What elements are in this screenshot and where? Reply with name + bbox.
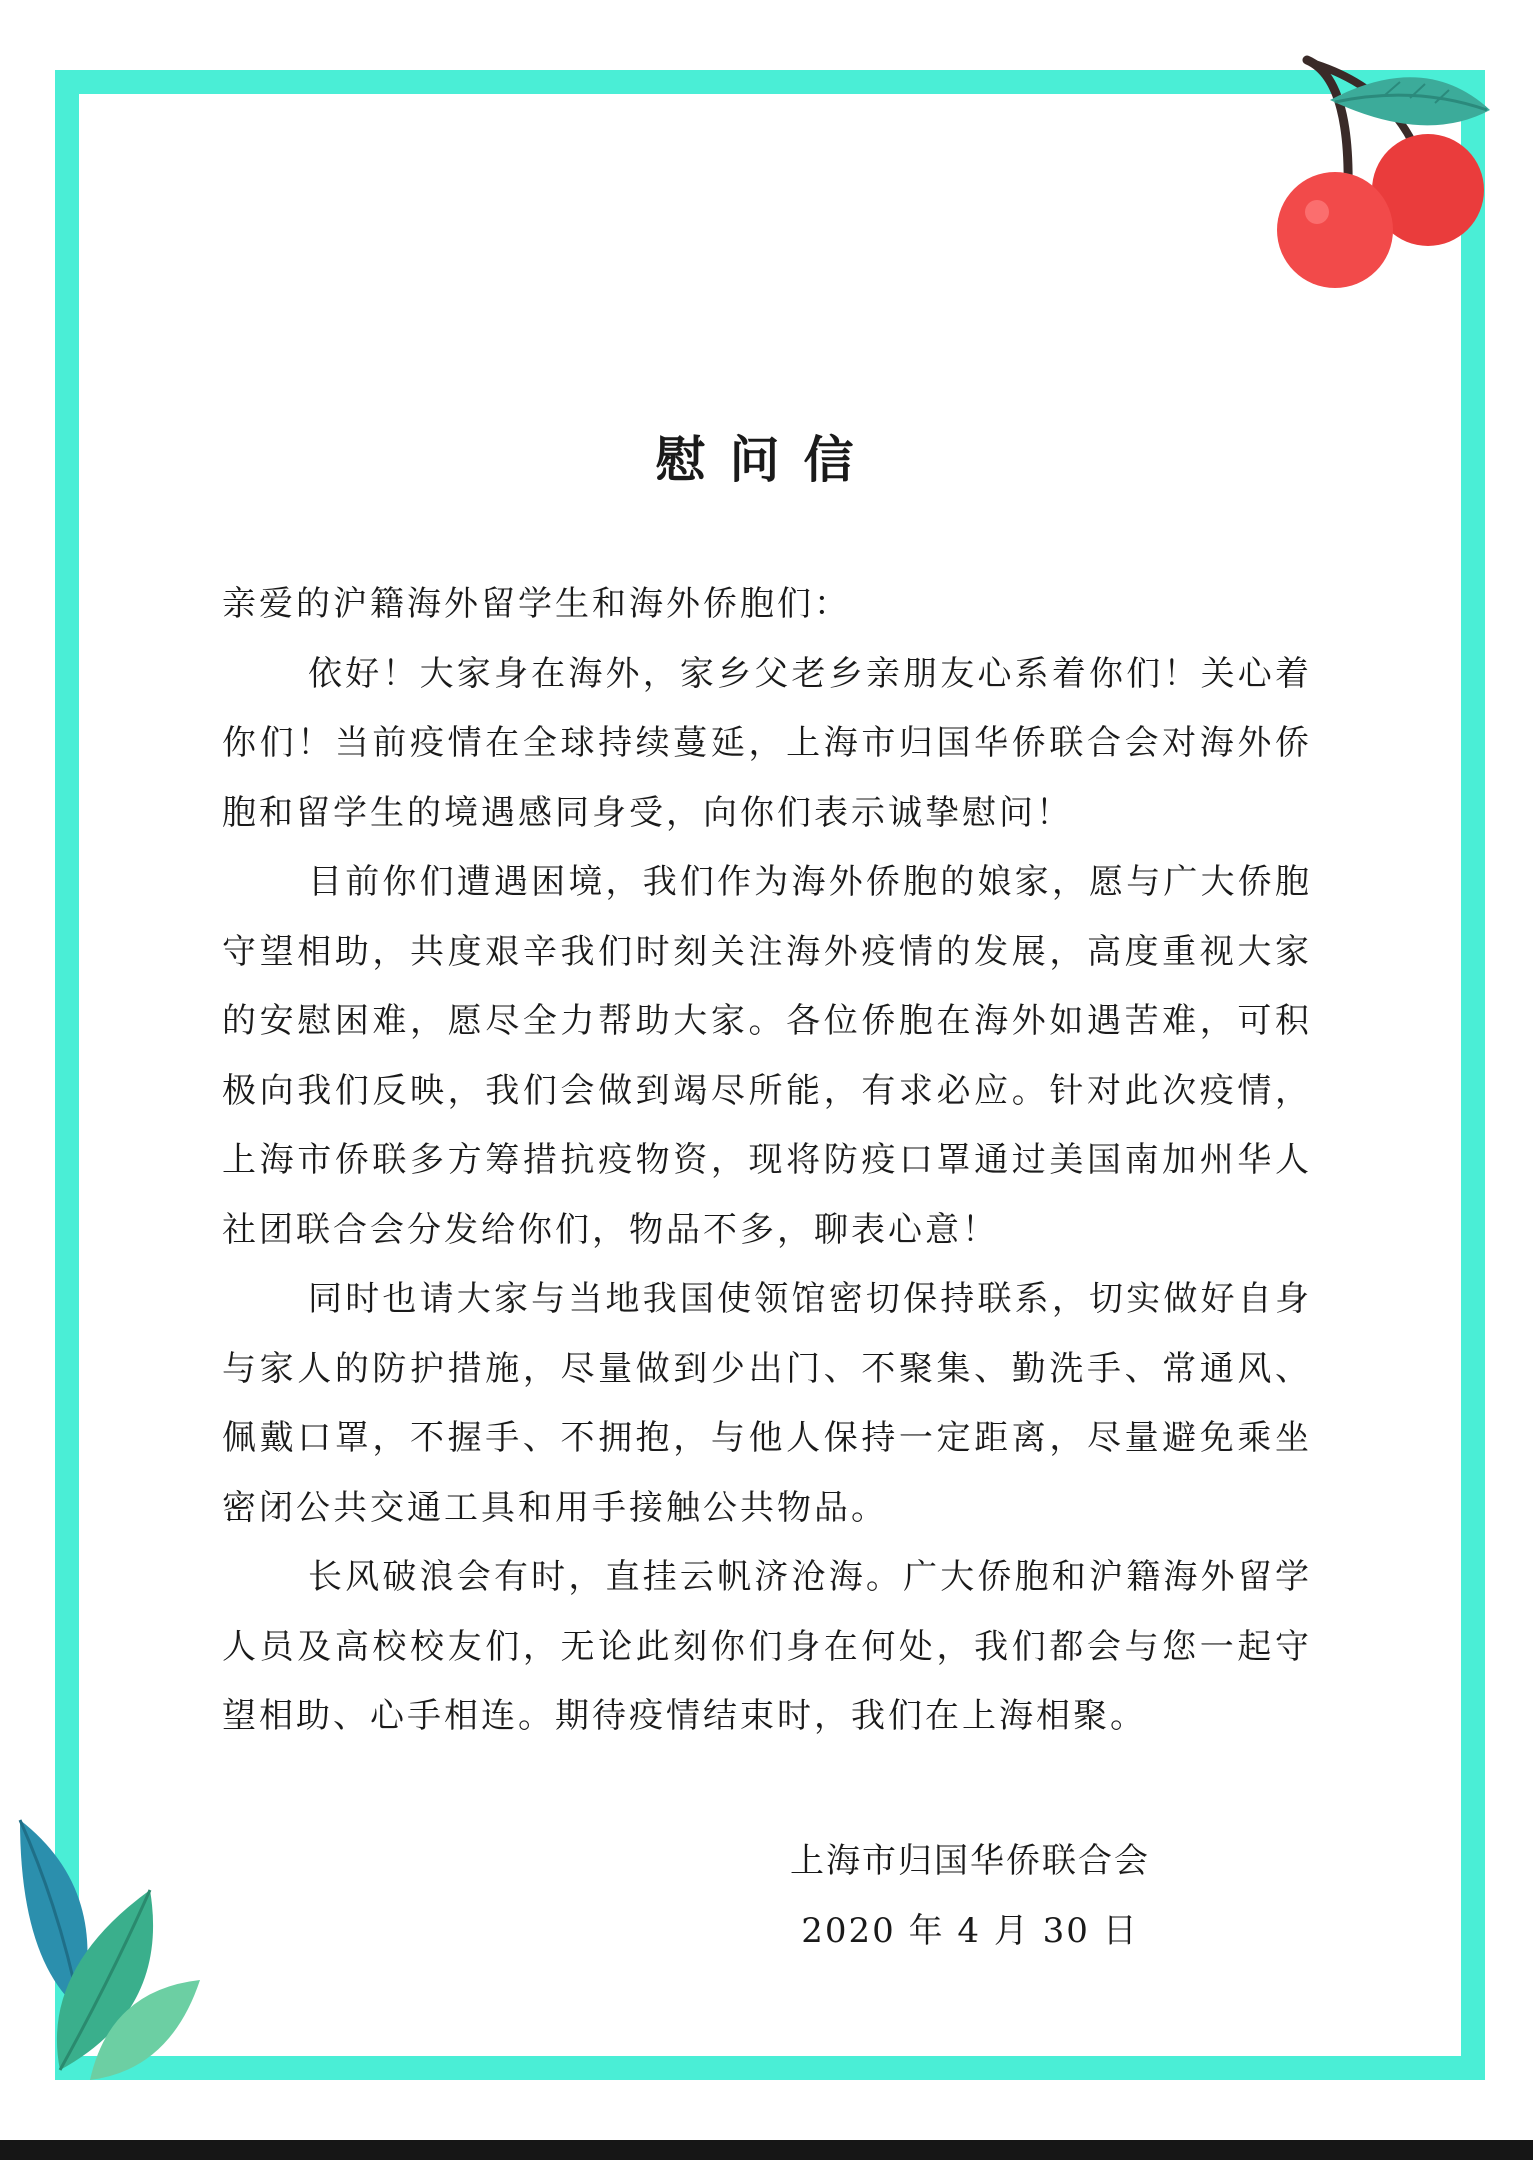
bottom-edge (0, 2140, 1533, 2160)
signature-date: 2020 年 4 月 30 日 (801, 1911, 1139, 1951)
paragraph: 同时也请大家与当地我国使领馆密切保持联系，切实做好自身与家人的防护措施，尽量做到少出门、不聚集、勤洗手、常通风、佩戴口罩，不握手、不拥抱，与他人保持一定距离，尽量避免乘坐密闭公共交通工具和用手接触公共物品。 (222, 1279, 1312, 1528)
letter-title: 慰问信 (655, 430, 878, 489)
letter-body (222, 570, 1312, 1752)
leaves-icon (0, 1810, 220, 2100)
signature-block (760, 1826, 1180, 1966)
salutation: 亲爱的沪籍海外留学生和海外侨胞们： (222, 584, 851, 624)
paragraph: 目前你们遭遇困境，我们作为海外侨胞的娘家，愿与广大侨胞守望相助，共度艰辛我们时刻关注海外疫情的发展，高度重视大家的安慰困难，愿尽全力帮助大家。各位侨胞在海外如遇苦难，可积极向我们反映，我们会做到竭尽所能，有求必应。针对此次疫情，上海市侨联多方筹措抗疫物资，现将防疫口罩通过美国南加州华人社团联合会分发给你们，物品不多，聊表心意！ (222, 862, 1312, 1250)
cherries-icon (1235, 40, 1505, 300)
signature-organization: 上海市归国华侨联合会 (790, 1841, 1150, 1881)
paragraph: 长风破浪会有时，直挂云帆济沧海。广大侨胞和沪籍海外留学人员及高校校友们，无论此刻你们身在何处，我们都会与您一起守望相助、心手相连。期待疫情结束时，我们在上海相聚。 (222, 1557, 1312, 1736)
paragraph: 依好！大家身在海外，家乡父老乡亲朋友心系着你们！关心着你们！当前疫情在全球持续蔓延，上海市归国华侨联合会对海外侨胞和留学生的境遇感同身受，向你们表示诚挚慰问！ (222, 653, 1312, 833)
